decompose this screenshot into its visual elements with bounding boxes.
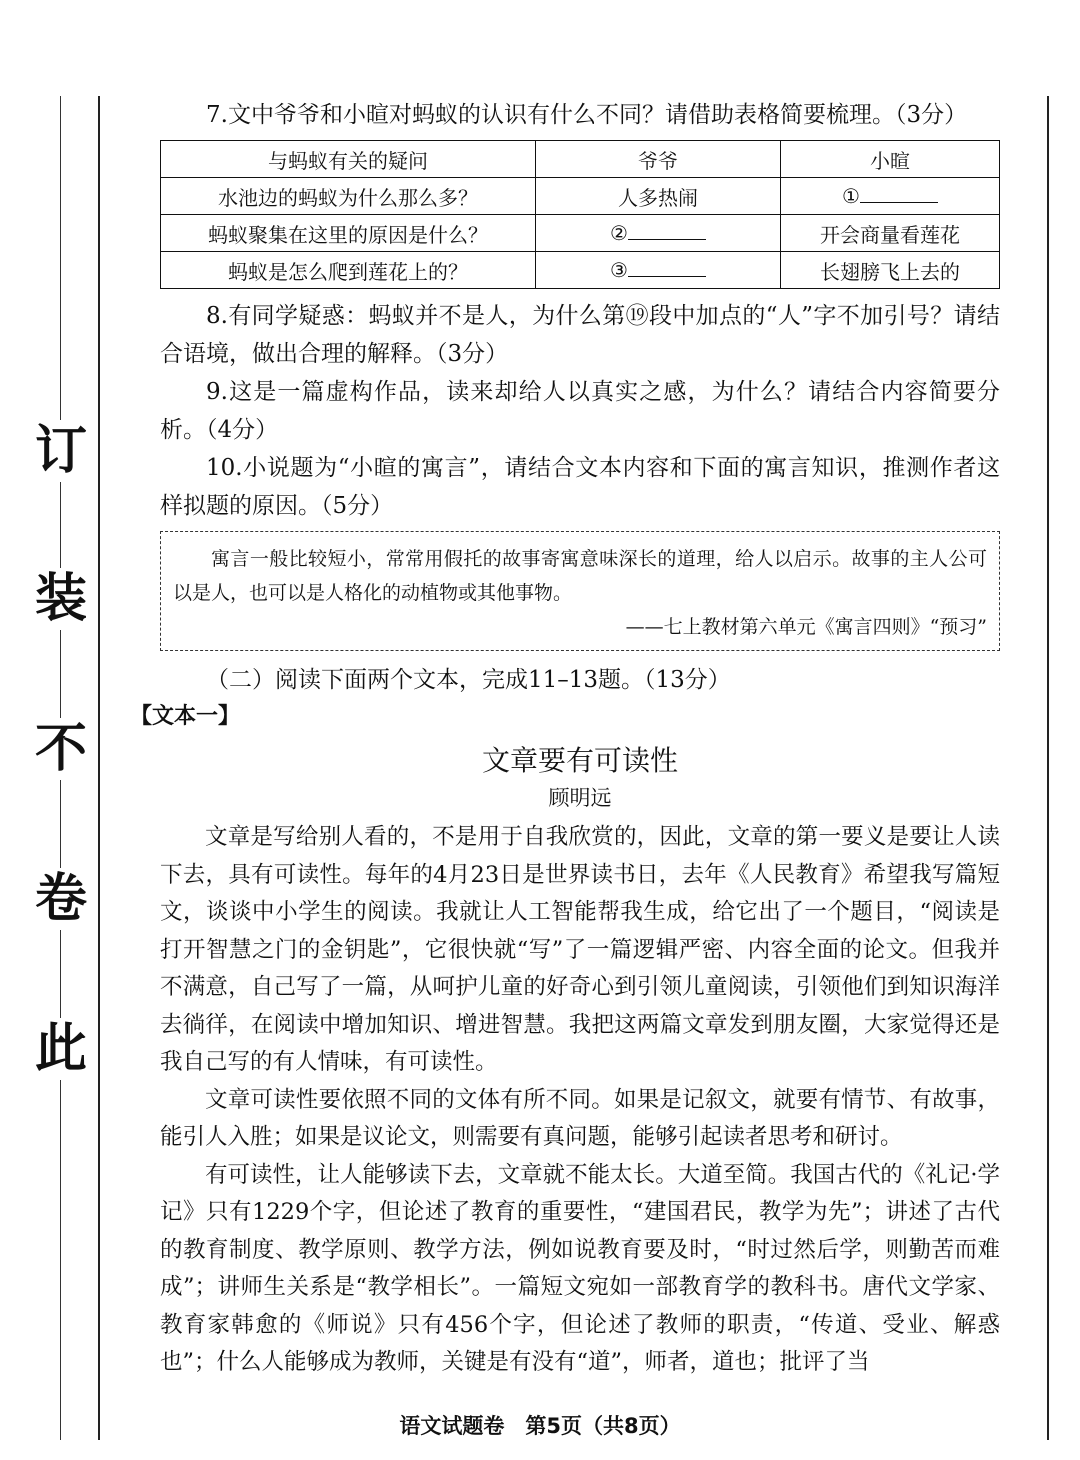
table-cell-grandpa: 人多热闹 [536, 178, 781, 215]
table-cell-grandpa[interactable] [536, 215, 781, 252]
fable-knowledge-source: ——七上教材第六单元《寓言四则》“预习” [625, 616, 987, 638]
seal-char-ci: 此 [30, 1018, 92, 1080]
blank-number: ② [610, 221, 628, 245]
seal-char-zhuang: 装 [30, 568, 92, 630]
fable-knowledge-text: 寓言一般比较短小，常常用假托的故事寄寓意味深长的道理，给人以启示。故事的主人公可以是人，也可以是人格化的动植物或其他事物。 [173, 548, 987, 604]
seal-char-bu: 不 [30, 718, 92, 780]
seal-char-juan: 卷 [30, 868, 92, 930]
text-one-label: 【文本一】 [130, 704, 241, 729]
question-8: 8.有同学疑惑：蚂蚁并不是人，为什么第⑲段中加点的“人”字不加引号？请结合语境，做出合理的解释。（3分） [160, 303, 1000, 367]
right-border-line [1047, 96, 1049, 1440]
seal-char-ding: 订 [30, 420, 92, 482]
page-content [130, 96, 1000, 1382]
section-2-heading: （二）阅读下面两个文本，完成11–13题。（13分） [206, 667, 731, 693]
article-paragraph: 文章可读性要依照不同的文体有所不同。如果是记叙文，就要有情节、有故事，能引人入胜；如果是议论文，则需要有真问题，能够引起读者思考和研讨。 [160, 1086, 1000, 1150]
table-header: 爷爷 [536, 141, 781, 178]
table-cell-question: 蚂蚁聚集在这里的原因是什么？ [161, 215, 536, 252]
table-row [161, 178, 1000, 215]
article-paragraph: 文章是写给别人看的，不是用于自我欣赏的，因此，文章的第一要义是要让人读下去，具有可读性。每年的4月23日是世界读书日，去年《人民教育》希望我写篇短文，谈谈中小学生的阅读。我就让人工智能帮我生成，给它出了一个题目，“阅读是打开智慧之门的金钥匙”，它很快就“写”了一篇逻辑严密、内容全面的论文。但我并不满意，自己写了一篇，从呵护儿童的好奇心到引领儿童阅读，引领他们到知识海洋去徜徉，在阅读中增加知识、增进智慧。我把这两篇文章发到朋友圈，大家觉得还是我自己写的有人情味，有可读性。 [160, 824, 1000, 1075]
table-cell-xiaoxuan[interactable] [781, 178, 1000, 215]
table-header: 与蚂蚁有关的疑问 [161, 141, 536, 178]
blank-number: ① [842, 184, 860, 208]
table-cell-xiaoxuan: 开会商量看莲花 [781, 215, 1000, 252]
binding-margin [0, 0, 100, 1460]
article-title: 文章要有可读性 [481, 744, 678, 777]
table-cell-grandpa[interactable] [536, 252, 781, 289]
fable-knowledge-box [160, 531, 1000, 651]
answer-blank[interactable] [628, 258, 706, 277]
binding-line [98, 96, 100, 1440]
table-header: 小暄 [781, 141, 1000, 178]
question-9: 9.这是一篇虚构作品，读来却给人以真实之感，为什么？请结合内容简要分析。（4分） [160, 379, 1000, 443]
article-author: 顾明远 [548, 786, 612, 810]
table-row [161, 252, 1000, 289]
answer-blank[interactable] [860, 184, 938, 203]
table-cell-question: 水池边的蚂蚁为什么那么多？ [161, 178, 536, 215]
table-row [161, 215, 1000, 252]
answer-blank[interactable] [628, 221, 706, 240]
page-footer: 语文试题卷 第5页（共8页） [399, 1414, 681, 1438]
question-7: 7.文中爷爷和小暄对蚂蚁的认识有什么不同？请借助表格简要梳理。（3分） [206, 102, 968, 128]
comparison-table [160, 140, 1000, 289]
question-10: 10.小说题为“小暄的寓言”，请结合文本内容和下面的寓言知识，推测作者这样拟题的原因。（5分） [160, 455, 1000, 519]
table-cell-question: 蚂蚁是怎么爬到莲花上的？ [161, 252, 536, 289]
table-header-row [161, 141, 1000, 178]
article-paragraph: 有可读性，让人能够读下去，文章就不能太长。大道至简。我国古代的《礼记·学记》只有1229个字，但论述了教育的重要性，“建国君民，教学为先”；讲述了古代的教育制度、教学原则、教学方法，例如说教育要及时，“时过然后学，则勤苦而难成”；讲师生关系是“教学相长”。一篇短文宛如一部教育学的教科书。唐代文学家、教育家韩愈的《师说》只有456个字，但论述了教师的职责，“传道、受业、解惑也”；什么人能够成为教师，关键是有没有“道”，师者，道也；批评了当 [160, 1161, 1000, 1375]
blank-number: ③ [610, 258, 628, 282]
table-cell-xiaoxuan: 长翅膀飞上去的 [781, 252, 1000, 289]
